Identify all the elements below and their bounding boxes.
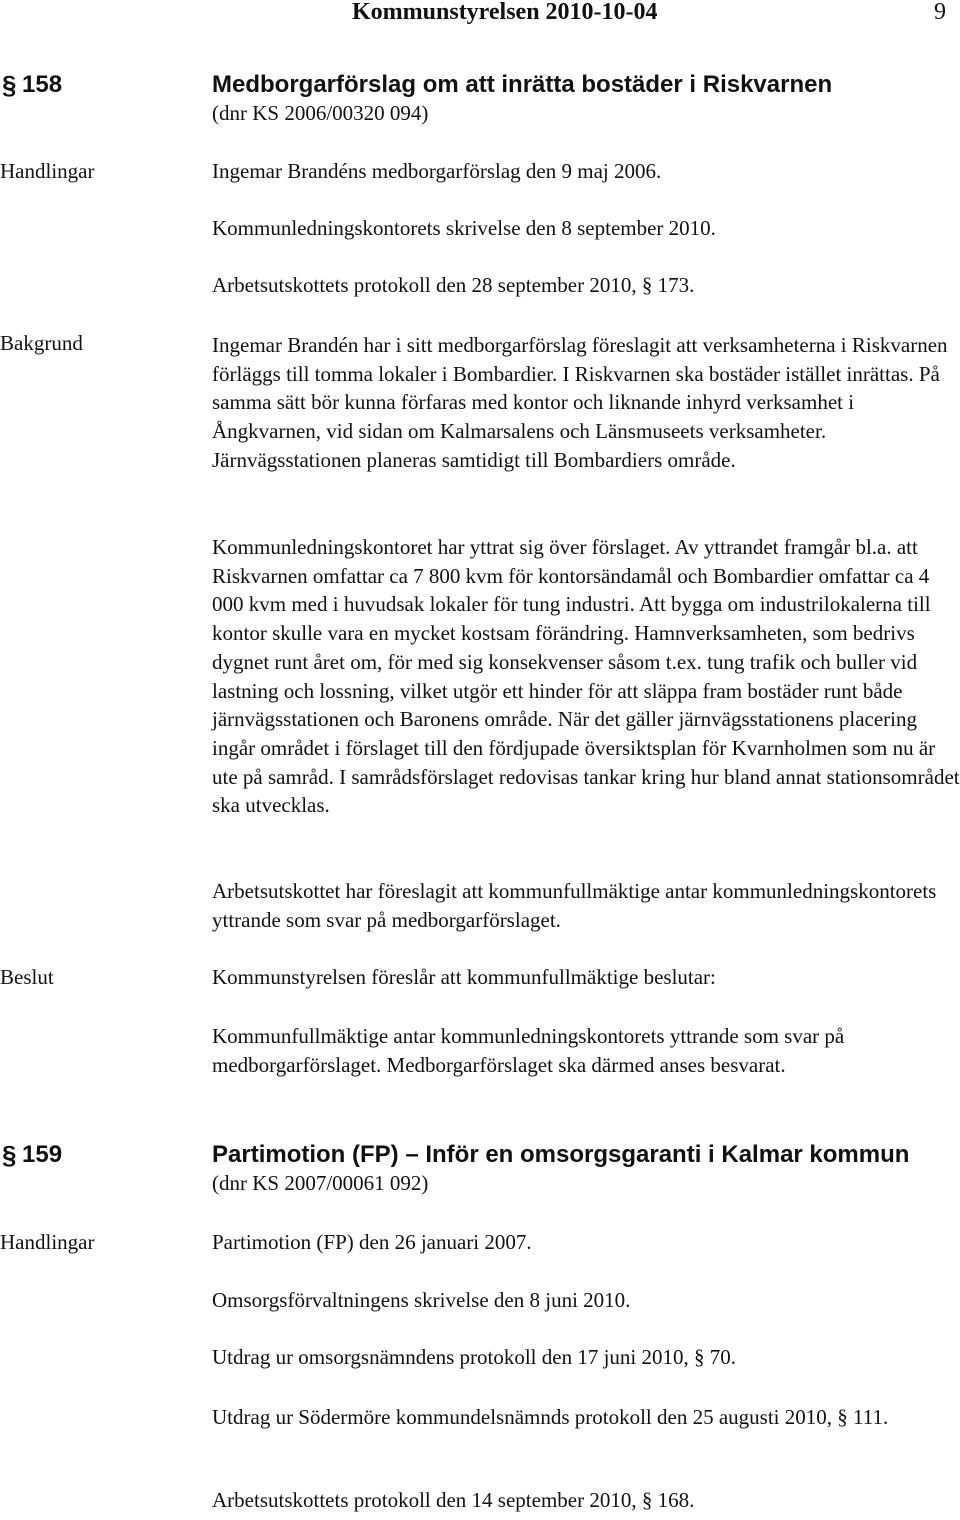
section-158-beslut-text: Kommunfullmäktige antar kommunledningskontorets yttrande som svar på medborgarförslaget. Medborgarförslaget ska därmed anses besvarat. bbox=[212, 1024, 845, 1077]
section-158-number: 158 bbox=[22, 71, 63, 98]
section-159-handling-item: Utdrag ur omsorgsnämndens protokoll den 17 juni 2010, § 70. bbox=[212, 1345, 736, 1369]
page-header-title: Kommunstyrelsen 2010-10-04 bbox=[352, 0, 658, 25]
section-158-title: Medborgarförslag om att inrätta bostäder i Riskvarnen bbox=[212, 71, 833, 98]
section-159-handling-item: Utdrag ur Södermöre kommundelsnämnds protokoll den 25 augusti 2010, § 111. bbox=[212, 1405, 889, 1429]
section-158-bakgrund-paragraph-2: Kommunledningskontoret har yttrat sig över förslaget. Av yttrandet framgår bl.a. att Riskvarnen omfattar ca 7 800 kvm för kontorsändamål och Bombardier omfattar ca 4 000 kvm med i huvudsak lokaler för tung industri. Att bygga om industrilokalerna till kontor skulle vara en mycket kostsam förändring. Hamnverksamheten, som bedrivs dygnet runt året om, för med sig konsekvenser såsom t.ex. tung trafik och buller vid lastning och lossning, vilket utgör ett hinder för att släppa fram bostäder runt både järnvägsstationen och Baronens område. När det gäller järnvägsstationens placering ingår området i förslaget till den fördjupade översiktsplan för Kvarnholmen som nu är ute på samråd. I samrådsförslaget redovisas tankar kring hur bland annat stationsområdet ska utvecklas. bbox=[212, 535, 960, 818]
section-158-bakgrund-paragraph-1: Ingemar Brandén har i sitt medborgarförslag föreslagit att verksamheterna i Riskvarnen förläggs till tomma lokaler i Bombardier. I Riskvarnen ska bostäder istället inrättas. På samma sätt bör kunna förfaras med kontor och liknande inhyrd verksamhet i Ångkvarnen, vid sidan om Kalmarsalens och Länsmuseets verksamheter. Järnvägsstationen planeras samtidigt till Bombardiers område. bbox=[212, 333, 948, 472]
section-158-bakgrund-paragraph-3: Arbetsutskottet har föreslagit att kommunfullmäktige antar kommunledningskontorets yttrande som svar på medborgarförslaget. bbox=[212, 879, 937, 932]
section-158-symbol: § bbox=[2, 70, 17, 100]
section-159-handling-item: Arbetsutskottets protokoll den 14 september 2010, § 168. bbox=[212, 1488, 695, 1512]
section-159-handlingar-label: Handlingar bbox=[0, 1230, 95, 1254]
section-159-number: 159 bbox=[22, 1141, 63, 1168]
section-159-handling-item: Omsorgsförvaltningens skrivelse den 8 juni 2010. bbox=[212, 1288, 631, 1312]
section-158-handling-item: Ingemar Brandéns medborgarförslag den 9 maj 2006. bbox=[212, 159, 662, 183]
section-158-handlingar-label: Handlingar bbox=[0, 159, 95, 183]
section-158-handling-item: Arbetsutskottets protokoll den 28 september 2010, § 173. bbox=[212, 273, 695, 297]
section-158-beslut-intro: Kommunstyrelsen föreslår att kommunfullmäktige beslutar: bbox=[212, 965, 716, 989]
section-158-dnr: (dnr KS 2006/00320 094) bbox=[212, 101, 429, 125]
section-158-bakgrund-label: Bakgrund bbox=[0, 331, 83, 355]
section-159-handling-item: Partimotion (FP) den 26 januari 2007. bbox=[212, 1230, 532, 1254]
section-159-title: Partimotion (FP) – Inför en omsorgsgaranti i Kalmar kommun bbox=[212, 1141, 910, 1168]
section-158-handling-item: Kommunledningskontorets skrivelse den 8 september 2010. bbox=[212, 216, 716, 240]
section-159-dnr: (dnr KS 2007/00061 092) bbox=[212, 1171, 429, 1195]
section-159-symbol: § bbox=[2, 1140, 17, 1170]
page-number: 9 bbox=[934, 0, 946, 25]
section-158-beslut-label: Beslut bbox=[0, 965, 54, 989]
